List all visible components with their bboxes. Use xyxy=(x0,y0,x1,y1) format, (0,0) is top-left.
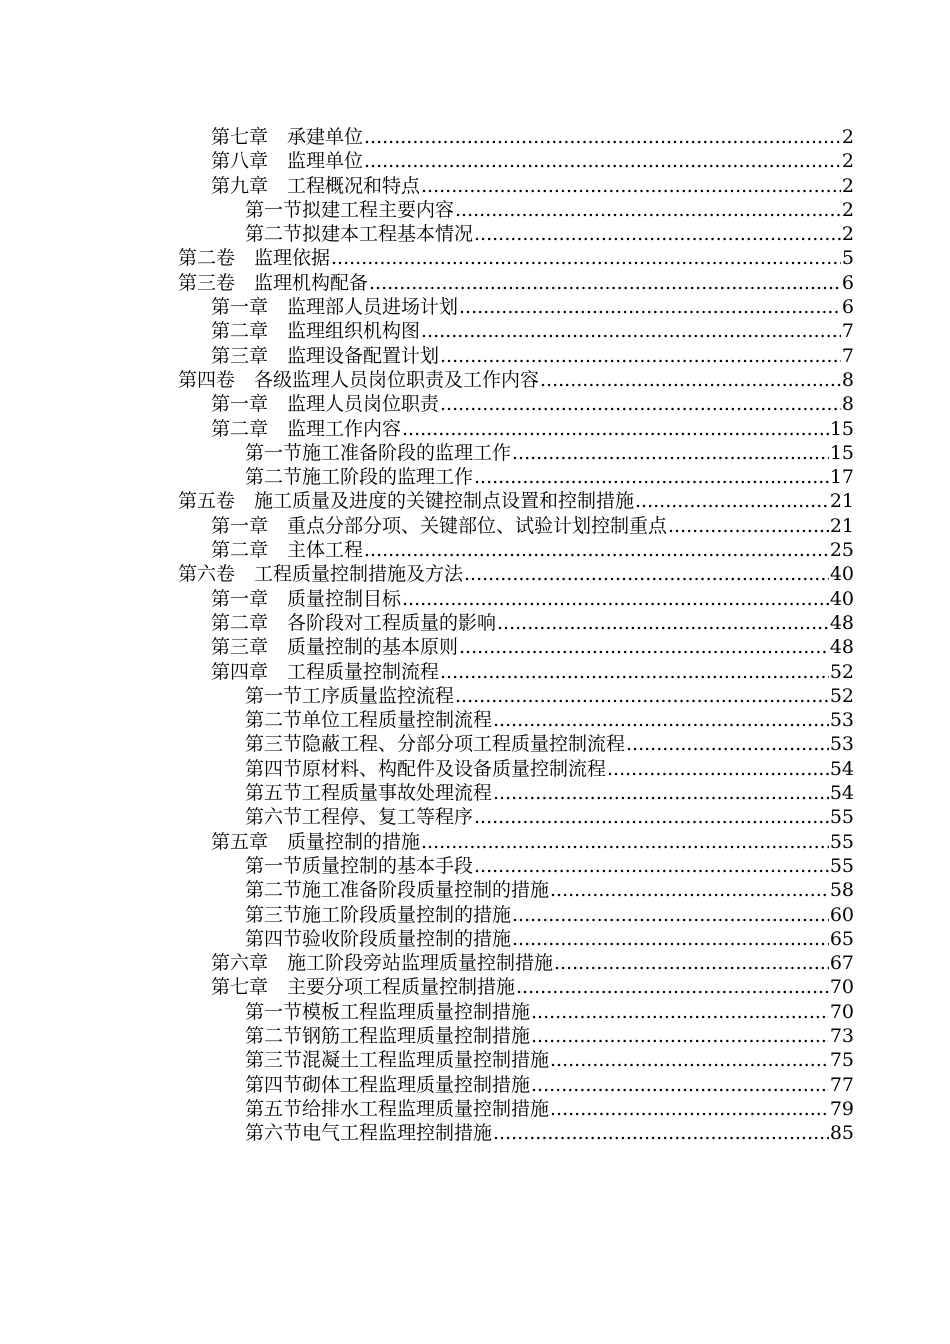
toc-entry-title: 第一章 质量控制目标 xyxy=(211,587,402,610)
toc-dot-leader xyxy=(512,927,829,951)
toc-entry[interactable] xyxy=(0,246,950,270)
toc-dot-leader xyxy=(474,222,841,246)
toc-entry-page-number: 70 xyxy=(829,1000,854,1023)
toc-entry-page-number: 40 xyxy=(829,587,854,610)
toc-entry-title: 第一节质量控制的基本手段 xyxy=(245,854,474,877)
toc-entry-title: 第四节验收阶段质量控制的措施 xyxy=(245,927,512,950)
toc-dot-leader xyxy=(474,805,829,829)
toc-entry[interactable] xyxy=(0,684,950,708)
toc-dot-leader xyxy=(474,465,829,489)
toc-entry[interactable] xyxy=(0,417,950,441)
toc-dot-leader xyxy=(455,198,841,222)
toc-entry-title: 第二卷 监理依据 xyxy=(178,247,331,270)
toc-entry-page-number: 7 xyxy=(841,344,854,367)
toc-dot-leader xyxy=(668,514,829,538)
toc-dot-leader xyxy=(497,611,829,635)
toc-entry[interactable] xyxy=(0,781,950,805)
toc-dot-leader xyxy=(440,660,829,684)
toc-entry[interactable] xyxy=(0,903,950,927)
toc-entry[interactable] xyxy=(0,538,950,562)
toc-dot-leader xyxy=(531,1000,829,1024)
toc-dot-leader xyxy=(474,854,829,878)
toc-dot-leader xyxy=(421,319,841,343)
toc-entry-page-number: 60 xyxy=(829,903,854,926)
toc-entry[interactable] xyxy=(0,830,950,854)
toc-dot-leader xyxy=(440,344,841,368)
toc-entry-page-number: 58 xyxy=(829,879,854,902)
toc-entry[interactable] xyxy=(0,1121,950,1145)
toc-entry-title: 第三章 质量控制的基本原则 xyxy=(211,636,459,659)
toc-dot-leader xyxy=(512,441,829,465)
toc-entry-title: 第一节模板工程监理质量控制措施 xyxy=(245,1000,531,1023)
toc-entry[interactable] xyxy=(0,1097,950,1121)
toc-dot-leader xyxy=(493,708,829,732)
toc-entry-title: 第三卷 监理机构配备 xyxy=(178,271,369,294)
toc-entry-page-number: 25 xyxy=(829,539,854,562)
toc-entry-page-number: 77 xyxy=(829,1073,854,1096)
toc-dot-leader xyxy=(455,684,829,708)
toc-entry-title: 第二节施工阶段的监理工作 xyxy=(245,466,474,489)
toc-entry[interactable] xyxy=(0,1073,950,1097)
toc-entry[interactable] xyxy=(0,562,950,586)
toc-dot-leader xyxy=(464,562,829,586)
toc-entry-title: 第二节施工准备阶段质量控制的措施 xyxy=(245,879,550,902)
toc-entry-page-number: 40 xyxy=(829,563,854,586)
toc-entry[interactable] xyxy=(0,1048,950,1072)
toc-entry-page-number: 53 xyxy=(829,733,854,756)
toc-entry[interactable] xyxy=(0,319,950,343)
toc-entry-title: 第二节拟建本工程基本情况 xyxy=(245,223,474,246)
toc-entry[interactable] xyxy=(0,660,950,684)
toc-entry[interactable] xyxy=(0,611,950,635)
toc-entry-page-number: 85 xyxy=(829,1122,854,1145)
toc-entry-title: 第二节单位工程质量控制流程 xyxy=(245,709,493,732)
toc-entry-title: 第一节施工准备阶段的监理工作 xyxy=(245,441,512,464)
toc-entry[interactable] xyxy=(0,708,950,732)
toc-entry-page-number: 54 xyxy=(829,757,854,780)
toc-entry-title: 第二节钢筋工程监理质量控制措施 xyxy=(245,1024,531,1047)
toc-entry-page-number: 2 xyxy=(841,150,854,173)
toc-entry-title: 第六章 施工阶段旁站监理质量控制措施 xyxy=(211,952,554,975)
toc-entry-title: 第五章 质量控制的措施 xyxy=(211,830,421,853)
toc-entry-page-number: 79 xyxy=(829,1097,854,1120)
toc-entry-title: 第四节砌体工程监理质量控制措施 xyxy=(245,1073,531,1096)
toc-entry[interactable] xyxy=(0,514,950,538)
toc-entry-page-number: 52 xyxy=(829,660,854,683)
toc-entry-title: 第二章 监理工作内容 xyxy=(211,417,402,440)
toc-entry-page-number: 2 xyxy=(841,174,854,197)
toc-entry[interactable] xyxy=(0,344,950,368)
toc-entry[interactable] xyxy=(0,271,950,295)
toc-dot-leader xyxy=(421,174,841,198)
toc-entry-page-number: 70 xyxy=(829,976,854,999)
toc-entry-title: 第七章 主要分项工程质量控制措施 xyxy=(211,976,516,999)
toc-entry[interactable] xyxy=(0,392,950,416)
toc-entry-page-number: 73 xyxy=(829,1024,854,1047)
toc-entry-title: 第一节拟建工程主要内容 xyxy=(245,198,455,221)
toc-entry-title: 第九章 工程概况和特点 xyxy=(211,174,421,197)
toc-dot-leader xyxy=(331,246,841,270)
toc-dot-leader xyxy=(402,587,829,611)
toc-entry-page-number: 2 xyxy=(841,223,854,246)
toc-entry-page-number: 55 xyxy=(829,806,854,829)
toc-entry[interactable] xyxy=(0,927,950,951)
toc-entry-title: 第六卷 工程质量控制措施及方法 xyxy=(178,563,464,586)
toc-entry[interactable] xyxy=(0,198,950,222)
toc-entry-title: 第一章 监理人员岗位职责 xyxy=(211,393,440,416)
toc-dot-leader xyxy=(531,1073,829,1097)
toc-dot-leader xyxy=(607,757,829,781)
toc-dot-leader xyxy=(364,125,841,149)
toc-entry-title: 第六节工程停、复工等程序 xyxy=(245,806,474,829)
toc-dot-leader xyxy=(369,271,841,295)
toc-dot-leader xyxy=(421,830,829,854)
toc-entry[interactable] xyxy=(0,854,950,878)
toc-entry-page-number: 55 xyxy=(829,854,854,877)
toc-entry[interactable] xyxy=(0,489,950,513)
toc-entry-page-number: 21 xyxy=(829,490,854,513)
toc-entry[interactable] xyxy=(0,635,950,659)
toc-entry[interactable] xyxy=(0,174,950,198)
toc-dot-leader xyxy=(626,732,829,756)
toc-entry-page-number: 5 xyxy=(841,247,854,270)
toc-dot-leader xyxy=(402,417,829,441)
toc-entry-page-number: 17 xyxy=(829,466,854,489)
toc-entry-title: 第一节工序质量监控流程 xyxy=(245,684,455,707)
toc-entry-page-number: 52 xyxy=(829,684,854,707)
toc-entry-title: 第二章 主体工程 xyxy=(211,539,364,562)
toc-entry[interactable] xyxy=(0,1000,950,1024)
toc-dot-leader xyxy=(459,295,841,319)
toc-entry-page-number: 65 xyxy=(829,927,854,950)
toc-dot-leader xyxy=(550,1048,829,1072)
toc-entry[interactable] xyxy=(0,125,950,149)
toc-entry-title: 第三节施工阶段质量控制的措施 xyxy=(245,903,512,926)
toc-dot-leader xyxy=(512,903,829,927)
toc-entry[interactable] xyxy=(0,732,950,756)
toc-entry-title: 第五节给排水工程监理质量控制措施 xyxy=(245,1097,550,1120)
toc-entry-page-number: 67 xyxy=(829,952,854,975)
toc-entry-page-number: 15 xyxy=(829,441,854,464)
toc-entry-title: 第四章 工程质量控制流程 xyxy=(211,660,440,683)
toc-entry[interactable] xyxy=(0,951,950,975)
toc-dot-leader xyxy=(516,975,829,999)
toc-entry-page-number: 8 xyxy=(841,393,854,416)
toc-entry-page-number: 48 xyxy=(829,636,854,659)
toc-entry-page-number: 7 xyxy=(841,320,854,343)
toc-dot-leader xyxy=(493,1121,829,1145)
toc-entry-title: 第三节混凝土工程监理质量控制措施 xyxy=(245,1049,550,1072)
toc-entry[interactable] xyxy=(0,368,950,392)
toc-entry-page-number: 2 xyxy=(841,198,854,221)
toc-entry-title: 第四卷 各级监理人员岗位职责及工作内容 xyxy=(178,368,540,391)
toc-dot-leader xyxy=(531,1024,829,1048)
toc-entry-title: 第二章 监理组织机构图 xyxy=(211,320,421,343)
toc-entry-title: 第八章 监理单位 xyxy=(211,150,364,173)
toc-entry-page-number: 6 xyxy=(841,296,854,319)
toc-entry[interactable] xyxy=(0,465,950,489)
toc-entry[interactable] xyxy=(0,878,950,902)
toc-entry[interactable] xyxy=(0,805,950,829)
toc-entry-page-number: 54 xyxy=(829,782,854,805)
toc-dot-leader xyxy=(493,781,829,805)
toc-entry-title: 第三节隐蔽工程、分部分项工程质量控制流程 xyxy=(245,733,626,756)
toc-dot-leader xyxy=(550,1097,829,1121)
toc-entry[interactable] xyxy=(0,587,950,611)
toc-entry[interactable] xyxy=(0,222,950,246)
toc-dot-leader xyxy=(550,878,829,902)
toc-entry[interactable] xyxy=(0,441,950,465)
toc-entry-page-number: 48 xyxy=(829,611,854,634)
toc-dot-leader xyxy=(364,538,829,562)
toc-entry-title: 第七章 承建单位 xyxy=(211,126,364,148)
toc-entry-title: 第五节工程质量事故处理流程 xyxy=(245,782,493,805)
toc-entry-page-number: 2 xyxy=(841,126,854,148)
toc-entry-page-number: 8 xyxy=(841,368,854,391)
toc-dot-leader xyxy=(635,489,829,513)
toc-entry-page-number: 15 xyxy=(829,417,854,440)
toc-entry-title: 第四节原材料、构配件及设备质量控制流程 xyxy=(245,757,607,780)
toc-entry-page-number: 21 xyxy=(829,514,854,537)
toc-dot-leader xyxy=(364,149,841,173)
toc-entry-title: 第六节电气工程监理控制措施 xyxy=(245,1122,493,1145)
toc-dot-leader xyxy=(440,392,841,416)
toc-entry-page-number: 55 xyxy=(829,830,854,853)
toc-entry-page-number: 6 xyxy=(841,271,854,294)
toc-entry-title: 第五卷 施工质量及进度的关键控制点设置和控制措施 xyxy=(178,490,635,513)
toc-entry-page-number: 75 xyxy=(829,1049,854,1072)
toc-dot-leader xyxy=(540,368,841,392)
toc-entry-title: 第一章 监理部人员进场计划 xyxy=(211,296,459,319)
toc-entry[interactable] xyxy=(0,757,950,781)
toc-entry-title: 第三章 监理设备配置计划 xyxy=(211,344,440,367)
toc-entry-page-number: 53 xyxy=(829,709,854,732)
toc-entry-title: 第二章 各阶段对工程质量的影响 xyxy=(211,611,497,634)
toc-entry-title: 第一章 重点分部分项、关键部位、试验计划控制重点 xyxy=(211,514,668,537)
toc-entry[interactable] xyxy=(0,975,950,999)
toc-entry[interactable] xyxy=(0,295,950,319)
toc-dot-leader xyxy=(554,951,829,975)
toc-entry[interactable] xyxy=(0,149,950,173)
table-of-contents xyxy=(0,125,950,1145)
toc-entry[interactable] xyxy=(0,1024,950,1048)
toc-dot-leader xyxy=(459,635,829,659)
